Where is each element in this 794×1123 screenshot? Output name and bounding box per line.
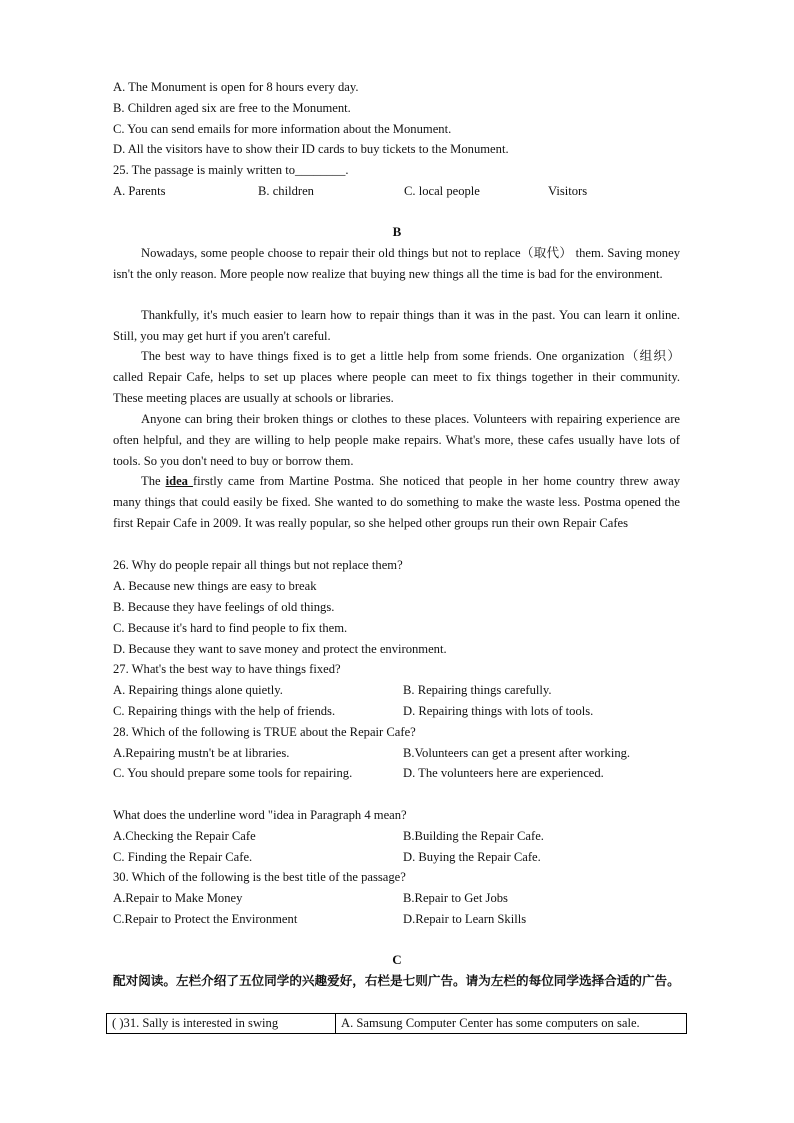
q28-option-c: C. You should prepare some tools for repairing. [113,766,353,780]
q24-option-b: B. Children aged six are free to the Monument. [113,101,351,115]
q28-option-d: D. The volunteers here are experienced. [403,766,604,780]
q27-option-a: A. Repairing things alone quietly. [113,683,283,697]
q28-option-a: A.Repairing mustn't be at libraries. [113,746,290,760]
q25-option-a: A. Parents [113,184,166,198]
passage-b-paragraph-1: Nowadays, some people choose to repair their old things but not to replace（取代） them. Saving money isn't the only reason. More people now realize that buying new things all the time is bad for the environment. [113,246,680,281]
q25-option-d: Visitors [548,184,588,198]
q26-option-a: A. Because new things are easy to break [113,579,317,593]
q24-option-d: D. All the visitors have to show their ID cards to buy tickets to the Monument. [113,142,509,156]
q26-stem: 26. Why do people repair all things but not replace them? [113,558,403,572]
q28-option-b: B.Volunteers can get a present after working. [403,746,631,760]
matching-table [106,1013,687,1034]
q25-stem: 25. The passage is mainly written to________. [113,163,349,177]
section-c-heading: C [392,952,402,967]
passage-b-paragraph-3: The best way to have things fixed is to get a little help from some friends. One organization（组织） called Repair Cafe, helps to set up places where people can meet to fix things together in their community. These meeting places are usually at schools or libraries. [113,349,680,405]
table-cell-right: A. Samsung Computer Center has some computers on sale. [336,1014,687,1034]
q25-option-b: B. children [258,184,314,198]
q30-stem: 30. Which of the following is the best title of the passage? [113,870,406,884]
table-cell-left: ( )31. Sally is interested in swing [107,1014,336,1034]
section-b-heading: B [392,224,402,239]
q29-option-c: C. Finding the Repair Cafe. [113,850,253,864]
para5-after: firstly came from Martine Postma. She noticed that people in her home country threw away many things that could easily be fixed. She wanted to do something to make the waste less. Postma opened the first Repair Cafe in 2009. It was really popular, so she helped other groups run their own Repair Cafes [113,474,681,530]
q26-option-d: D. Because they want to save money and protect the environment. [113,642,447,656]
q30-option-b: B.Repair to Get Jobs [403,891,508,905]
underlined-keyword-idea: idea [165,474,193,488]
q25-option-c: C. local people [404,184,480,198]
q30-option-c: C.Repair to Protect the Environment [113,912,298,926]
para5-before: The [141,474,166,488]
q29-option-d: D. Buying the Repair Cafe. [403,850,541,864]
q24-option-a: A. The Monument is open for 8 hours every day. [113,80,359,94]
passage-b-paragraph-4: Anyone can bring their broken things or clothes to these places. Volunteers with repairing experience are often helpful, and they are willing to help people make repairs. What's more, these cafes usually have lots of tools. So you don't need to buy or borrow them. [113,412,680,468]
q29-option-b: B.Building the Repair Cafe. [403,829,544,843]
q28-stem: 28. Which of the following is TRUE about the Repair Cafe? [113,725,416,739]
section-c-instructions: 配对阅读。左栏介绍了五位同学的兴趣爱好，右栏是七则广告。请为左栏的每位同学选择合适的广告。 [113,973,680,988]
q30-option-d: D.Repair to Learn Skills [403,912,527,926]
passage-b-paragraph-5 [113,471,680,533]
q27-option-d: D. Repairing things with lots of tools. [403,704,594,718]
q24-option-c: C. You can send emails for more information about the Monument. [113,122,452,136]
q29-option-a: A.Checking the Repair Cafe [113,829,256,843]
q27-option-b: B. Repairing things carefully. [403,683,552,697]
q29-stem: What does the underline word "idea in Paragraph 4 mean? [113,808,407,822]
q27-option-c: C. Repairing things with the help of friends. [113,704,336,718]
table-row [107,1014,687,1034]
q30-option-a: A.Repair to Make Money [113,891,243,905]
q26-option-b: B. Because they have feelings of old things. [113,600,335,614]
q27-stem: 27. What's the best way to have things fixed? [113,662,341,676]
passage-b-paragraph-2: Thankfully, it's much easier to learn how to repair things than it was in the past. You can learn it online. Still, you may get hurt if you aren't careful. [113,308,680,343]
q26-option-c: C. Because it's hard to find people to fix them. [113,621,348,635]
